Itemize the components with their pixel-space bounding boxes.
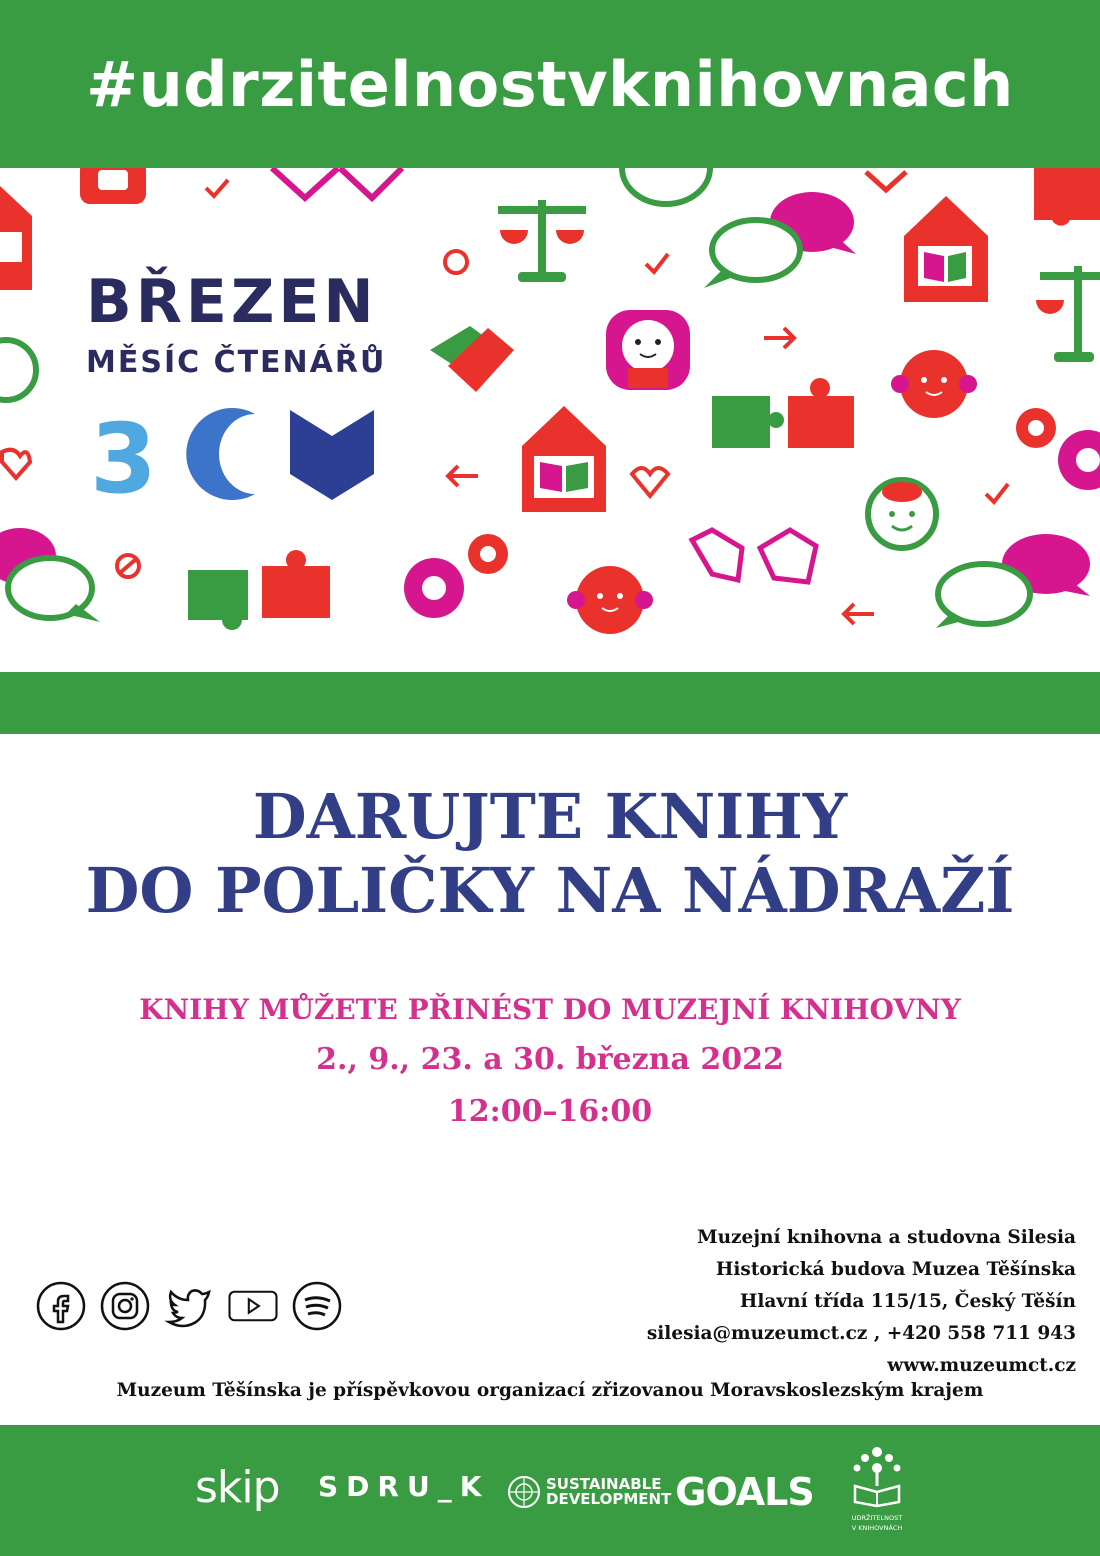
open-book-icon	[290, 410, 374, 500]
event-details	[0, 986, 1100, 1138]
campaign-number: 3	[90, 403, 157, 515]
child-face-icon	[606, 310, 690, 390]
contact-email-phone[interactable]: silesia@muzeumct.cz , +420 558 711 943	[646, 1323, 1076, 1344]
youtube-icon[interactable]	[227, 1280, 279, 1332]
top-banner	[0, 0, 1100, 168]
hashtag-title: #udrzitelnostvknihovnach	[86, 47, 1014, 121]
contact-library: Muzejní knihovna a studovna Silesia	[697, 1227, 1076, 1248]
partial-face-icon	[622, 168, 710, 204]
arrow-right-icon	[764, 328, 794, 348]
tree-book-icon	[847, 1442, 907, 1508]
campaign-logo	[86, 265, 386, 515]
twitter-icon[interactable]	[163, 1280, 215, 1332]
gear-icon	[1016, 408, 1056, 448]
udrzitelnost-logo	[842, 1442, 912, 1532]
kid-face-icon	[868, 480, 936, 548]
skip-logo: skip	[195, 1462, 280, 1513]
middle-band	[0, 672, 1100, 734]
social-icons	[35, 1280, 343, 1332]
face-icon	[567, 566, 653, 634]
contact-block	[647, 1222, 1076, 1382]
no-entry-slash	[121, 560, 135, 572]
headline-line2: DO POLIČKY NA NÁDRAŽÍ	[85, 854, 1015, 927]
gear-icon	[1058, 430, 1100, 490]
illustration-panel	[0, 168, 1100, 672]
face-icon	[891, 350, 977, 418]
contact-website[interactable]: www.muzeumct.cz	[887, 1355, 1076, 1376]
speech-bubble-icon	[936, 534, 1090, 628]
gear-icon	[468, 534, 508, 574]
hands-icon	[692, 530, 816, 582]
un-emblem-icon	[506, 1474, 542, 1510]
instagram-icon[interactable]	[99, 1280, 151, 1332]
check-icon	[646, 254, 668, 272]
udrz-line1: UDRŽITELNOST	[851, 1514, 903, 1522]
puzzle-icon	[188, 550, 330, 630]
event-dates: 2., 9., 23. a 30. března 2022	[316, 1042, 784, 1077]
scales-icon	[1036, 266, 1100, 362]
contact-building: Historická budova Muzea Těšínska	[715, 1259, 1076, 1280]
udrz-line2: V KNIHOVNÁCH	[851, 1524, 903, 1532]
campaign-subtitle: MĚSÍC ČTENÁŘŮ	[86, 345, 387, 380]
gear-icon	[404, 558, 464, 618]
spotify-icon[interactable]	[291, 1280, 343, 1332]
campaign-title: BŘEZEN	[86, 267, 378, 337]
footer-note: Muzeum Těšínska je příspěvkovou organizací zřizovanou Moravskoslezským krajem	[116, 1380, 984, 1401]
house-book-icon	[522, 406, 606, 512]
arrow-left-icon	[448, 466, 478, 486]
details-line1: KNIHY MŮŽETE PŘINÉST DO MUZEJNÍ KNIHOVNY	[139, 993, 961, 1026]
partial-robot-icon	[80, 168, 146, 204]
puzzle-icon	[712, 378, 854, 448]
moon-icon	[186, 408, 255, 500]
house-book-icon	[0, 186, 32, 290]
house-book-icon	[904, 196, 988, 302]
sdg-logo	[506, 1470, 814, 1514]
heart-icon	[866, 172, 906, 190]
contact-address: Hlavní třída 115/15, Český Těšín	[739, 1291, 1076, 1312]
headline-line1: DARUJTE KNIHY	[252, 780, 848, 853]
scales-icon	[498, 200, 586, 282]
arrow-left-icon	[844, 604, 874, 624]
check-icon	[986, 484, 1008, 502]
sdg-goals: GOALS	[675, 1470, 814, 1514]
face-icon	[0, 340, 36, 400]
event-time: 12:00–16:00	[447, 1094, 653, 1129]
heart-icon	[2, 450, 30, 478]
headline	[0, 780, 1100, 928]
sdg-line2: DEVELOPMENT	[546, 1490, 672, 1508]
sdg-line1: SUSTAINABLE	[546, 1475, 662, 1493]
puzzle-icon	[1034, 168, 1100, 226]
facebook-icon[interactable]	[35, 1280, 87, 1332]
check-icon	[206, 180, 228, 196]
partial-hearts-icon	[272, 168, 402, 198]
no-entry-icon	[445, 251, 467, 273]
speech-bubble-icon	[704, 192, 856, 288]
heart-icon	[632, 468, 668, 496]
speech-bubble-icon	[0, 528, 100, 622]
handshake-icon	[430, 326, 514, 392]
sdruk-logo: SDRU_K	[318, 1470, 490, 1503]
